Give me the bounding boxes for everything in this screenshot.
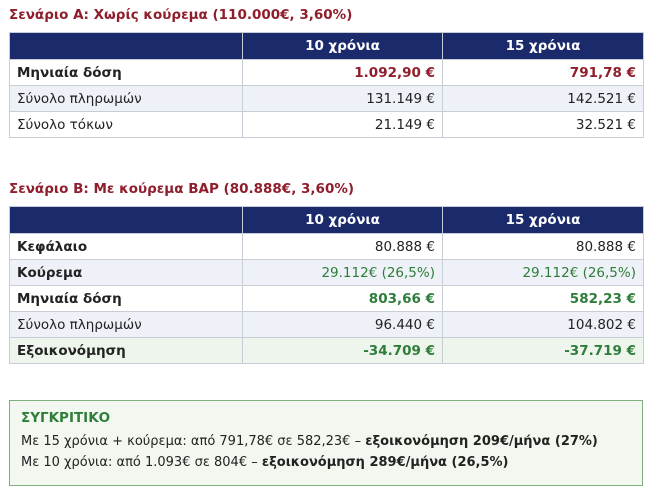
row-label: Εξοικονόμηση [10,338,243,364]
scenario-b-heading: Σενάριο Β: Με κούρεμα ΒΑΡ (80.888€, 3,60%) [9,181,355,197]
row-label: Σύνολο τόκων [10,112,243,138]
table-row [10,312,644,338]
summary-title: ΣΥΓΚΡΙΤΙΚΟ [21,410,111,426]
scenario-b-table [9,206,644,364]
table-row [10,60,644,86]
header-empty-cell [10,33,243,60]
table-header-row [10,207,644,234]
value-10-years: -34.709 € [243,338,443,364]
row-label: Κούρεμα [10,260,243,286]
scenario-a-heading: Σενάριο Α: Χωρίς κούρεμα (110.000€, 3,60%) [9,7,353,23]
summary-line-text: Με 15 χρόνια + κούρεμα: από 791,78€ σε 582,23€ – [21,434,366,449]
value-15-years: 29.112€ (26,5%) [443,260,644,286]
row-label: Σύνολο πληρωμών [10,312,243,338]
table-row [10,286,644,312]
header-15-years: 15 χρόνια [443,33,644,60]
scenario-a-table [9,32,644,138]
value-15-years: 142.521 € [443,86,644,112]
header-10-years: 10 χρόνια [243,207,443,234]
summary-line-15-years [21,431,631,452]
value-10-years: 803,66 € [243,286,443,312]
row-label: Σύνολο πληρωμών [10,86,243,112]
summary-line-savings: εξοικονόμηση 209€/μήνα (27%) [365,434,598,449]
value-10-years: 80.888 € [243,234,443,260]
row-label: Μηνιαία δόση [10,60,243,86]
table-header-row [10,33,644,60]
summary-line-savings: εξοικονόμηση 289€/μήνα (26,5%) [261,455,509,470]
summary-line-text: Με 10 χρόνια: από 1.093€ σε 804€ – [21,455,262,470]
value-15-years: 582,23 € [443,286,644,312]
table-row [10,338,644,364]
value-15-years: 80.888 € [443,234,644,260]
value-15-years: -37.719 € [443,338,644,364]
value-10-years: 96.440 € [243,312,443,338]
row-label: Μηνιαία δόση [10,286,243,312]
value-10-years: 131.149 € [243,86,443,112]
header-10-years: 10 χρόνια [243,33,443,60]
header-15-years: 15 χρόνια [443,207,644,234]
table-row [10,112,644,138]
row-label: Κεφάλαιο [10,234,243,260]
value-10-years: 29.112€ (26,5%) [243,260,443,286]
value-10-years: 1.092,90 € [243,60,443,86]
value-15-years: 791,78 € [443,60,644,86]
summary-line-10-years [21,452,631,473]
value-15-years: 32.521 € [443,112,644,138]
comparison-summary-box [9,400,643,486]
value-10-years: 21.149 € [243,112,443,138]
table-row [10,234,644,260]
header-empty-cell [10,207,243,234]
table-row [10,86,644,112]
value-15-years: 104.802 € [443,312,644,338]
table-row [10,260,644,286]
